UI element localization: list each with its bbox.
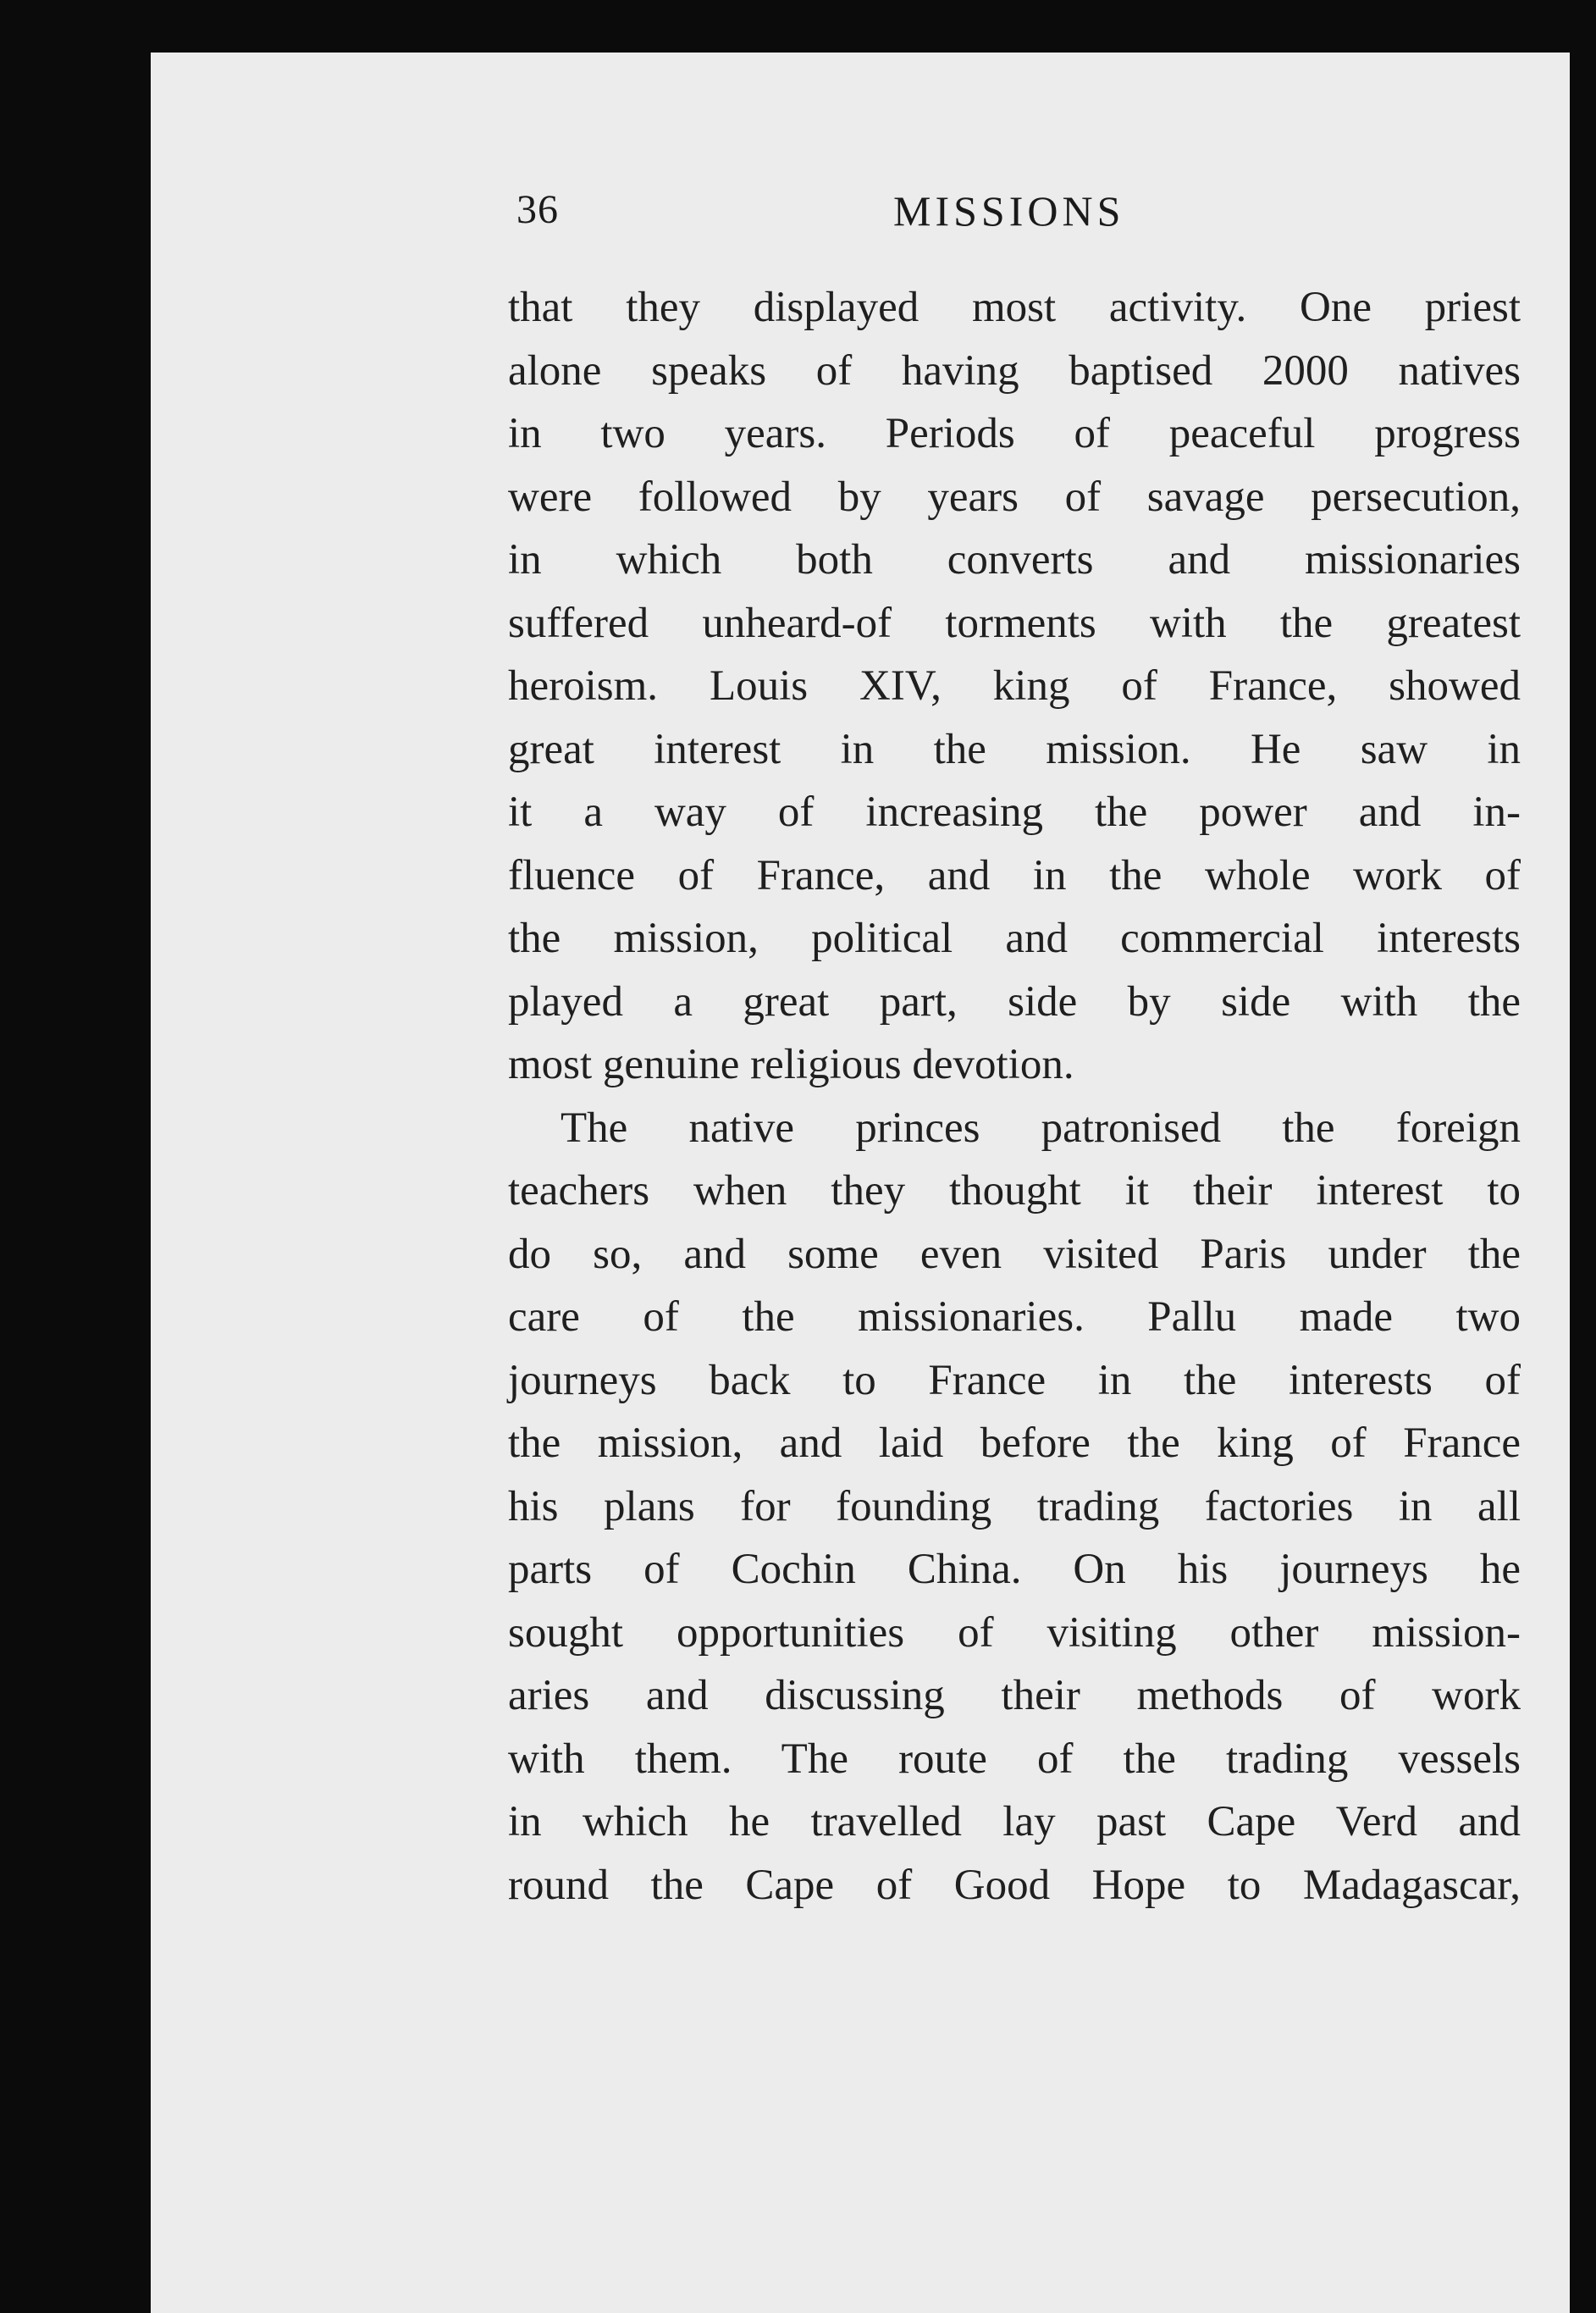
text-line: do so, and some even visited Paris under the <box>508 1230 1521 1278</box>
text-line: played a great part, side by side with the <box>508 977 1521 1026</box>
text-line: that they displayed most activity. One priest <box>508 284 1521 331</box>
text-line: heroism. Louis XIV, king of France, showed <box>508 662 1521 710</box>
text-line: round the Cape of Good Hope to Madagascar, <box>508 1861 1521 1909</box>
text-line: in which he travelled lay past Cape Verd and <box>508 1798 1521 1845</box>
page-number: 36 <box>516 187 559 232</box>
running-header <box>516 186 1524 254</box>
paragraph-2 <box>508 1097 1521 1917</box>
text-line: great interest in the mission. He saw in <box>508 725 1521 773</box>
text-line: the mission, political and commercial interests <box>508 915 1521 962</box>
text-line: with them. The route of the trading vessels <box>508 1735 1521 1783</box>
paragraph-1 <box>508 276 1521 1097</box>
text-line: alone speaks of having baptised 2000 natives <box>508 346 1521 395</box>
text-line: suffered unheard-of torments with the greatest <box>508 599 1521 647</box>
text-line: teachers when they thought it their interest to <box>508 1167 1521 1215</box>
text-line: the mission, and laid before the king of France <box>508 1419 1521 1467</box>
text-line: were followed by years of savage persecution, <box>508 473 1521 521</box>
text-line: in which both converts and missionaries <box>508 536 1521 584</box>
text-line: it a way of increasing the power and in- <box>508 789 1521 836</box>
text-line: sought opportunities of visiting other mission- <box>508 1608 1521 1657</box>
text-line: care of the missionaries. Pallu made two <box>508 1293 1521 1341</box>
text-line: parts of Cochin China. On his journeys he <box>508 1546 1521 1593</box>
text-line: most genuine religious devotion. <box>508 1041 1074 1088</box>
text-line: The native princes patronised the foreign <box>561 1104 1521 1152</box>
text-line: aries and discussing their methods of work <box>508 1672 1521 1719</box>
running-title: MISSIONS <box>893 187 1125 235</box>
text-line: his plans for founding trading factories in all <box>508 1482 1521 1530</box>
body-text <box>508 276 1521 1917</box>
text-line: journeys back to France in the interests of <box>508 1356 1521 1404</box>
text-line: fluence of France, and in the whole work of <box>508 851 1521 899</box>
text-line: in two years. Periods of peaceful progress <box>508 410 1521 457</box>
